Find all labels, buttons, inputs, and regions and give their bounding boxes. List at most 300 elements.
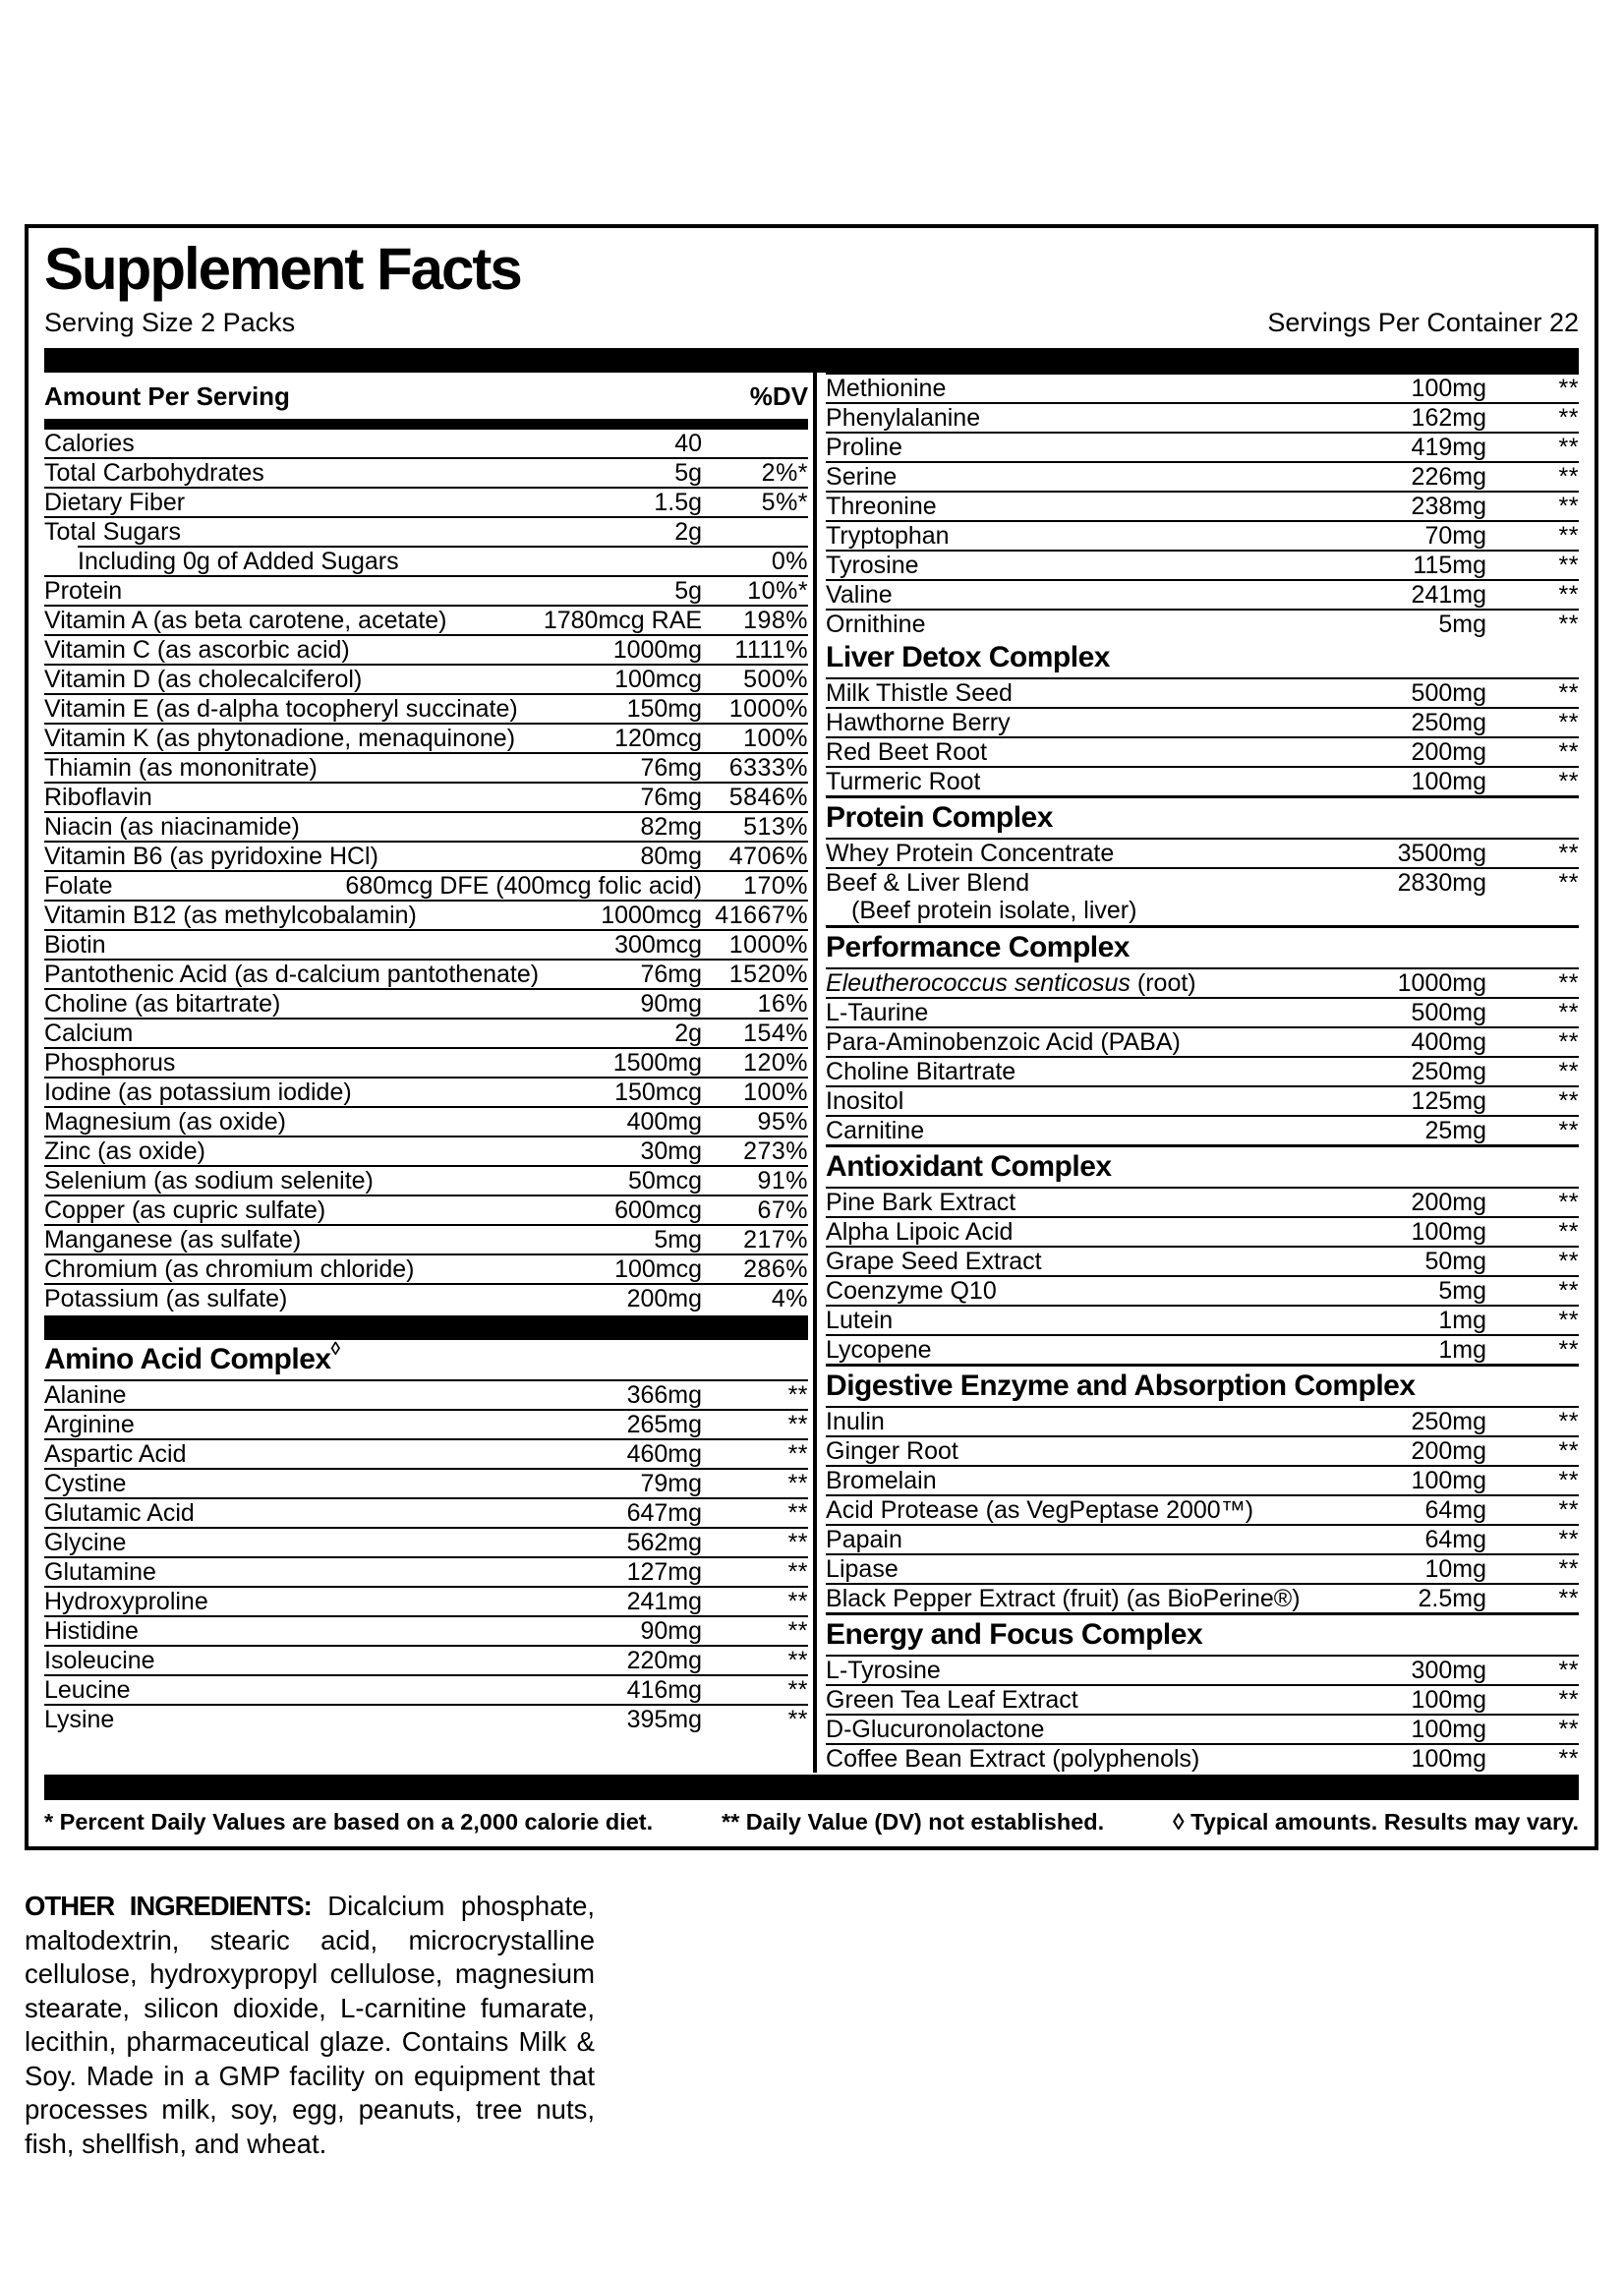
ingredient-dv: 41667% bbox=[715, 901, 809, 929]
footnote-dv-not-established: ** Daily Value (DV) not established. bbox=[721, 1808, 1105, 1835]
ingredient-name-text: Ginger Root bbox=[826, 1436, 958, 1465]
ingredient-name-text: Papain bbox=[826, 1525, 902, 1553]
ingredient-name bbox=[826, 999, 928, 1026]
ingredient-name: Magnesium (as oxide) bbox=[44, 1107, 286, 1136]
row-line bbox=[826, 1115, 1579, 1144]
ingredient-amount: 100mcg bbox=[614, 1254, 703, 1283]
ingredient-name: Copper (as cupric sulfate) bbox=[44, 1195, 326, 1224]
ingredient-name: Vitamin D (as cholecalciferol) bbox=[44, 665, 363, 693]
ingredient-amount: 1000mg bbox=[1397, 968, 1486, 997]
table-row bbox=[826, 1553, 1579, 1583]
ingredient-dv: ** bbox=[1558, 1466, 1579, 1494]
row-line bbox=[826, 1583, 1579, 1612]
ingredient-name: Protein bbox=[44, 576, 123, 605]
panel-title: Supplement Facts bbox=[44, 236, 521, 302]
ingredient-name: Riboflavin bbox=[44, 783, 152, 811]
ingredient-dv: ** bbox=[1558, 521, 1579, 550]
table-row bbox=[44, 1136, 808, 1165]
ingredient-name-text: Para-Aminobenzoic Acid (PABA) bbox=[826, 1027, 1181, 1056]
table-row bbox=[44, 1527, 808, 1556]
table-row bbox=[44, 900, 808, 929]
ingredient-dv: 154% bbox=[743, 1019, 809, 1047]
ingredient-amount: 238mg bbox=[1411, 492, 1486, 520]
ingredient-amount: 220mg bbox=[626, 1646, 703, 1674]
complex-section bbox=[826, 795, 1579, 925]
table-row bbox=[826, 1494, 1579, 1524]
table-row bbox=[44, 1283, 808, 1312]
ingredient-name: Calcium bbox=[44, 1019, 134, 1047]
ingredient-name-text: Alpha Lipoic Acid bbox=[826, 1217, 1014, 1246]
table-row bbox=[826, 1583, 1579, 1612]
row-line bbox=[826, 1085, 1579, 1115]
table-row bbox=[826, 1187, 1579, 1216]
ingredient-name-text: Inositol bbox=[826, 1086, 904, 1115]
ingredient-amount: 70mg bbox=[1424, 521, 1486, 550]
ingredient-amount: 265mg bbox=[626, 1410, 703, 1438]
ingredient-amount: 115mg bbox=[1413, 551, 1486, 579]
ingredient-name: Manganese (as sulfate) bbox=[44, 1225, 302, 1254]
facts-columns bbox=[44, 373, 1579, 1773]
row-line bbox=[826, 1275, 1579, 1305]
table-row bbox=[826, 1684, 1579, 1714]
ingredient-amount: 500mg bbox=[1411, 998, 1486, 1026]
ingredient-name: Potassium (as sulfate) bbox=[44, 1284, 288, 1312]
table-row bbox=[826, 677, 1579, 707]
left-column bbox=[44, 373, 813, 1773]
ingredient-dv: ** bbox=[787, 1410, 809, 1438]
ingredient-name bbox=[826, 1058, 1015, 1085]
ingredient-dv: 95% bbox=[757, 1107, 809, 1136]
ingredient-name-text: Red Beet Root bbox=[826, 737, 988, 766]
ingredient-name-text: Whey Protein Concentrate bbox=[826, 839, 1115, 867]
ingredient-amount: 25mg bbox=[1424, 1116, 1486, 1144]
ingredient-amount: 241mg bbox=[1411, 580, 1486, 609]
ingredient-dv: 100% bbox=[743, 724, 809, 752]
ingredient-name bbox=[826, 709, 1011, 736]
row-line bbox=[826, 1246, 1579, 1275]
section-header: Performance Complex bbox=[826, 930, 1130, 963]
ingredient-name bbox=[826, 738, 987, 766]
ingredient-dv: 10%* bbox=[747, 576, 809, 605]
table-row bbox=[826, 609, 1579, 638]
table-row bbox=[44, 782, 808, 811]
ingredient-name-text: Hawthorne Berry bbox=[826, 708, 1011, 736]
ingredient-name-text: Lipase bbox=[826, 1554, 899, 1583]
ingredient-name: Pantothenic Acid (as d-calcium pantothenate) bbox=[44, 960, 540, 988]
ingredient-name: Glutamine bbox=[44, 1557, 156, 1586]
percent-dv-label: %DV bbox=[749, 380, 809, 411]
table-row bbox=[826, 373, 1579, 402]
ingredient-name bbox=[826, 679, 1013, 707]
ingredient-amount: 250mg bbox=[1411, 1057, 1486, 1085]
ingredient-name bbox=[826, 1307, 893, 1334]
divider-bar-top bbox=[44, 348, 1579, 373]
ingredient-name: Glycine bbox=[44, 1528, 127, 1556]
ingredient-dv: 1520% bbox=[728, 960, 809, 988]
ingredient-name: Folate bbox=[44, 871, 113, 900]
row-line bbox=[826, 1334, 1579, 1364]
ingredient-amount: 300mcg bbox=[614, 930, 703, 959]
amino-acid-rows-continued bbox=[826, 373, 1579, 638]
nutrient-rows bbox=[44, 428, 808, 1312]
ingredient-dv: 500% bbox=[743, 665, 809, 693]
ingredient-name-text: Milk Thistle Seed bbox=[826, 678, 1013, 707]
table-row bbox=[44, 870, 808, 900]
ingredient-dv: ** bbox=[1558, 1554, 1579, 1583]
ingredient-name bbox=[826, 1716, 1044, 1743]
ingredient-dv: ** bbox=[1558, 1217, 1579, 1246]
table-row bbox=[826, 1743, 1579, 1773]
ingredient-amount: 3500mg bbox=[1397, 839, 1486, 867]
ingredient-amount: 1500mg bbox=[612, 1048, 703, 1077]
ingredient-dv: 513% bbox=[743, 812, 809, 841]
ingredient-amount: 5g bbox=[674, 576, 703, 605]
ingredient-dv: 1111% bbox=[734, 635, 809, 664]
table-row bbox=[78, 546, 808, 575]
ingredient-amount: 80mg bbox=[640, 842, 703, 870]
table-row bbox=[826, 1714, 1579, 1743]
complex-sections bbox=[826, 638, 1579, 1773]
ingredient-dv: ** bbox=[1558, 374, 1579, 402]
ingredient-amount: 400mg bbox=[626, 1107, 703, 1136]
ingredient-name bbox=[826, 1189, 1015, 1216]
ingredient-dv: 1000% bbox=[728, 694, 809, 723]
row-line bbox=[826, 1655, 1579, 1684]
row-line bbox=[826, 1684, 1579, 1714]
ingredient-dv: 198% bbox=[743, 606, 809, 634]
row-line bbox=[826, 1216, 1579, 1246]
table-row bbox=[826, 1275, 1579, 1305]
ingredient-name: Leucine bbox=[44, 1675, 131, 1704]
table-row bbox=[44, 1047, 808, 1077]
ingredient-name bbox=[826, 1277, 997, 1305]
ingredient-amount: 241mg bbox=[626, 1587, 703, 1615]
ingredient-name: Iodine (as potassium iodide) bbox=[44, 1078, 352, 1106]
table-row bbox=[826, 1085, 1579, 1115]
ingredient-amount: 600mcg bbox=[614, 1195, 703, 1224]
ingredient-dv: ** bbox=[1558, 708, 1579, 736]
table-row bbox=[826, 1406, 1579, 1435]
ingredient-amount: 200mg bbox=[1411, 1188, 1486, 1216]
section-header: Energy and Focus Complex bbox=[826, 1617, 1203, 1651]
ingredient-dv: ** bbox=[1558, 403, 1579, 432]
ingredient-name: Vitamin A (as beta carotene, acetate) bbox=[44, 606, 447, 634]
row-line bbox=[826, 1056, 1579, 1085]
footnote-typical-amounts: ◊ Typical amounts. Results may vary. bbox=[1172, 1808, 1579, 1835]
other-ingredients-body: Dicalcium phosphate, maltodextrin, stearic acid, microcrystalline cellulose, hydroxypropyl cellulose, magnesium stearate, silicon dioxide, L-carnitine fumarate, lecithin, pharmaceutical glaze. Contains Milk & Soy. Made in a GMP facility on equipment that processes milk, soy, egg, peanuts, tree nuts, fish, shellfish, and wheat. bbox=[25, 1891, 596, 2159]
ingredient-name-text: Acid Protease (as VegPeptase 2000™) bbox=[826, 1495, 1254, 1524]
complex-section bbox=[826, 1144, 1579, 1364]
ingredient-amount: 416mg bbox=[626, 1675, 703, 1704]
ingredient-dv: ** bbox=[1558, 1057, 1579, 1085]
row-line bbox=[826, 1026, 1579, 1056]
ingredient-name bbox=[826, 869, 1029, 897]
ingredient-amount: 10mg bbox=[1424, 1554, 1486, 1583]
table-row bbox=[44, 634, 808, 664]
ingredient-name-text: Turmeric Root bbox=[826, 767, 981, 795]
table-row bbox=[826, 1216, 1579, 1246]
ingredient-name-text: Carnitine bbox=[826, 1116, 925, 1144]
ingredient-name: Lysine bbox=[44, 1705, 115, 1733]
ingredient-name-text: Lycopene bbox=[826, 1335, 932, 1364]
table-row bbox=[826, 1026, 1579, 1056]
table-row bbox=[44, 1704, 808, 1733]
table-row bbox=[44, 988, 808, 1018]
amount-per-serving-label: Amount Per Serving bbox=[44, 380, 290, 411]
ingredient-name-text: Coffee Bean Extract (polyphenols) bbox=[826, 1744, 1200, 1773]
table-row bbox=[826, 402, 1579, 432]
table-row bbox=[826, 707, 1579, 736]
ingredient-name: Proline bbox=[826, 433, 902, 461]
ingredient-name bbox=[826, 1686, 1078, 1714]
ingredient-name: Including 0g of Added Sugars bbox=[78, 547, 399, 575]
ingredient-dv: ** bbox=[1558, 737, 1579, 766]
ingredient-name-text: Beef & Liver Blend bbox=[826, 868, 1030, 897]
ingredient-name: Alanine bbox=[44, 1380, 127, 1409]
section-header-text: Amino Acid Complex bbox=[44, 1342, 331, 1375]
ingredient-dv: ** bbox=[787, 1646, 809, 1674]
ingredient-dv: ** bbox=[1558, 492, 1579, 520]
ingredient-dv: ** bbox=[787, 1705, 809, 1733]
table-row bbox=[44, 1674, 808, 1704]
ingredient-amount: 64mg bbox=[1424, 1525, 1486, 1553]
table-row bbox=[826, 520, 1579, 550]
section-rows bbox=[826, 1406, 1579, 1612]
ingredient-name: Tyrosine bbox=[826, 551, 919, 579]
ingredient-name bbox=[826, 1336, 932, 1364]
ingredient-name bbox=[826, 1496, 1253, 1524]
ingredient-amount: 1mg bbox=[1438, 1306, 1486, 1334]
ingredient-amount: 1.5g bbox=[654, 488, 703, 516]
ingredient-name bbox=[826, 1117, 924, 1144]
ingredient-amount: 150mcg bbox=[614, 1078, 703, 1106]
ingredient-name bbox=[826, 1467, 937, 1494]
ingredient-amount: 400mg bbox=[1411, 1027, 1486, 1056]
other-ingredients-label: OTHER INGREDIENTS: bbox=[25, 1891, 312, 1921]
row-line bbox=[826, 1553, 1579, 1583]
table-row bbox=[44, 1497, 808, 1527]
section-header bbox=[44, 1340, 808, 1379]
ingredient-dv: ** bbox=[1558, 1495, 1579, 1524]
ingredient-amount: 1000mcg bbox=[601, 901, 703, 929]
servings-per-container: Servings Per Container 22 bbox=[1267, 307, 1579, 337]
ingredient-amount: 162mg bbox=[1411, 403, 1486, 432]
table-row bbox=[44, 1409, 808, 1438]
table-row bbox=[826, 550, 1579, 579]
divider-bar-amino bbox=[44, 1315, 808, 1340]
ingredient-dv: ** bbox=[1558, 433, 1579, 461]
ingredient-amount: 100mg bbox=[1411, 1685, 1486, 1714]
ingredient-dv: ** bbox=[1558, 1715, 1579, 1743]
table-row bbox=[44, 1018, 808, 1047]
other-ingredients-text bbox=[25, 1891, 595, 2159]
ingredient-dv: ** bbox=[1558, 1525, 1579, 1553]
ingredient-name: Vitamin C (as ascorbic acid) bbox=[44, 635, 350, 664]
ingredient-name-text: Inulin bbox=[826, 1407, 885, 1435]
ingredient-name: Total Carbohydrates bbox=[44, 458, 264, 487]
ingredient-amount: 5mg bbox=[1438, 610, 1486, 638]
table-row bbox=[44, 487, 808, 516]
ingredient-dv: ** bbox=[1558, 1407, 1579, 1435]
row-line bbox=[826, 1435, 1579, 1465]
ingredient-name-text: Pine Bark Extract bbox=[826, 1188, 1016, 1216]
row-line bbox=[826, 1743, 1579, 1773]
ingredient-dv: 217% bbox=[743, 1225, 809, 1254]
ingredient-dv: ** bbox=[1558, 968, 1579, 997]
ingredient-name: Histidine bbox=[44, 1616, 139, 1645]
row-line bbox=[826, 1524, 1579, 1553]
ingredient-amount: 100mg bbox=[1411, 1466, 1486, 1494]
table-row bbox=[44, 1379, 808, 1409]
section-header: Protein Complex bbox=[826, 800, 1053, 834]
ingredient-dv: ** bbox=[1558, 1656, 1579, 1684]
ingredient-dv: 286% bbox=[743, 1254, 809, 1283]
ingredient-amount: 366mg bbox=[626, 1380, 703, 1409]
section-header: Antioxidant Complex bbox=[826, 1149, 1112, 1183]
ingredient-dv: ** bbox=[1558, 580, 1579, 609]
ingredient-amount: 1000mg bbox=[612, 635, 703, 664]
ingredient-amount: 200mg bbox=[1411, 737, 1486, 766]
table-row bbox=[44, 664, 808, 693]
section-rows bbox=[826, 1655, 1579, 1773]
ingredient-name: Dietary Fiber bbox=[44, 488, 186, 516]
ingredient-dv: ** bbox=[787, 1498, 809, 1527]
ingredient-name-text: Green Tea Leaf Extract bbox=[826, 1685, 1078, 1714]
row-line bbox=[826, 867, 1579, 897]
table-row bbox=[44, 841, 808, 870]
ingredient-name: Vitamin E (as d-alpha tocopheryl succinate) bbox=[44, 694, 518, 723]
ingredient-amount: 100mg bbox=[1411, 1715, 1486, 1743]
complex-section bbox=[826, 925, 1579, 1144]
section-rows bbox=[826, 677, 1579, 795]
table-row bbox=[826, 838, 1579, 867]
ingredient-dv: ** bbox=[787, 1587, 809, 1615]
ingredient-name bbox=[826, 1657, 941, 1684]
table-row bbox=[826, 1115, 1579, 1144]
ingredient-amount: 562mg bbox=[626, 1528, 703, 1556]
ingredient-dv: 16% bbox=[757, 989, 809, 1018]
table-row bbox=[44, 1586, 808, 1615]
section-rows bbox=[826, 1187, 1579, 1364]
complex-section bbox=[826, 638, 1579, 795]
ingredient-amount: 300mg bbox=[1411, 1656, 1486, 1684]
ingredient-name bbox=[826, 1218, 1013, 1246]
ingredient-name: Cystine bbox=[44, 1469, 127, 1497]
diamond-mark: ◊ bbox=[330, 1338, 340, 1360]
table-row bbox=[44, 959, 808, 988]
ingredient-amount: 5g bbox=[674, 458, 703, 487]
table-row bbox=[44, 1195, 808, 1224]
ingredient-name: Biotin bbox=[44, 930, 106, 959]
ingredient-dv: ** bbox=[787, 1469, 809, 1497]
ingredient-dv: ** bbox=[787, 1557, 809, 1586]
section-header: Digestive Enzyme and Absorption Complex bbox=[826, 1369, 1416, 1402]
right-column bbox=[817, 373, 1579, 1773]
ingredient-amount: 200mg bbox=[1411, 1436, 1486, 1465]
ingredient-dv: ** bbox=[1558, 678, 1579, 707]
ingredient-name: Isoleucine bbox=[44, 1646, 155, 1674]
ingredient-name bbox=[826, 768, 980, 795]
table-row bbox=[44, 1224, 808, 1254]
ingredient-name-text: Coenzyme Q10 bbox=[826, 1276, 997, 1305]
ingredient-dv: ** bbox=[1558, 1744, 1579, 1773]
ingredient-amount: 647mg bbox=[626, 1498, 703, 1527]
ingredient-name: Ornithine bbox=[826, 610, 926, 638]
ingredient-amount: 1mg bbox=[1438, 1335, 1486, 1364]
ingredient-amount: 90mg bbox=[640, 1616, 703, 1645]
ingredient-amount: 76mg bbox=[640, 960, 703, 988]
ingredient-note: (Beef protein isolate, liver) bbox=[851, 896, 1137, 924]
row-line bbox=[826, 1494, 1579, 1524]
ingredient-amount: 500mg bbox=[1411, 678, 1486, 707]
ingredient-name bbox=[826, 969, 1196, 997]
ingredient-name: Serine bbox=[826, 462, 898, 491]
table-row bbox=[44, 1556, 808, 1586]
row-line bbox=[826, 1406, 1579, 1435]
ingredient-dv: 0% bbox=[771, 547, 809, 575]
ingredient-amount: 460mg bbox=[626, 1439, 703, 1468]
ingredient-name: Thiamin (as mononitrate) bbox=[44, 753, 318, 782]
row-line bbox=[826, 967, 1579, 997]
ingredient-dv: ** bbox=[787, 1616, 809, 1645]
ingredient-name: Hydroxyproline bbox=[44, 1587, 208, 1615]
ingredient-dv: 5%* bbox=[761, 488, 809, 516]
table-row bbox=[826, 1435, 1579, 1465]
ingredient-amount: 419mg bbox=[1411, 433, 1486, 461]
ingredient-dv: ** bbox=[1558, 1436, 1579, 1465]
ingredient-name bbox=[826, 1555, 899, 1583]
ingredient-name bbox=[826, 1526, 902, 1553]
table-row bbox=[826, 432, 1579, 461]
row-line bbox=[826, 1714, 1579, 1743]
row-line bbox=[826, 997, 1579, 1026]
row-line bbox=[826, 1187, 1579, 1216]
ingredient-amount: 76mg bbox=[640, 783, 703, 811]
table-row bbox=[44, 929, 808, 959]
ingredient-dv: ** bbox=[787, 1528, 809, 1556]
table-row bbox=[44, 752, 808, 782]
ingredient-name: Glutamic Acid bbox=[44, 1498, 195, 1527]
supplement-facts-panel bbox=[25, 224, 1598, 1850]
ingredient-amount: 250mg bbox=[1411, 708, 1486, 736]
ingredient-amount: 5mg bbox=[1438, 1276, 1486, 1305]
ingredient-amount: 100mcg bbox=[614, 665, 703, 693]
ingredient-dv: ** bbox=[1558, 868, 1579, 897]
table-row bbox=[826, 1334, 1579, 1364]
ingredient-name: Vitamin B12 (as methylcobalamin) bbox=[44, 901, 417, 929]
table-row bbox=[826, 461, 1579, 491]
ingredient-name bbox=[826, 1437, 958, 1465]
table-row bbox=[826, 491, 1579, 520]
ingredient-amount: 82mg bbox=[640, 812, 703, 841]
ingredient-dv: ** bbox=[1558, 839, 1579, 867]
ingredient-name: Methionine bbox=[826, 374, 947, 402]
ingredient-name bbox=[826, 1585, 1300, 1612]
section-header: Liver Detox Complex bbox=[826, 640, 1110, 673]
ingredient-name: Total Sugars bbox=[44, 517, 181, 546]
ingredient-name bbox=[826, 1087, 903, 1115]
ingredient-name bbox=[826, 1248, 1042, 1275]
ingredient-amount: 200mg bbox=[626, 1284, 703, 1312]
table-row bbox=[826, 766, 1579, 795]
ingredient-dv: 100% bbox=[743, 1078, 809, 1106]
row-line bbox=[826, 736, 1579, 766]
ingredient-dv: 170% bbox=[743, 871, 809, 900]
ingredient-amount: 100mg bbox=[1411, 767, 1486, 795]
ingredient-name-text: Grape Seed Extract bbox=[826, 1247, 1042, 1275]
table-row bbox=[826, 1524, 1579, 1553]
ingredient-dv: 4706% bbox=[728, 842, 809, 870]
